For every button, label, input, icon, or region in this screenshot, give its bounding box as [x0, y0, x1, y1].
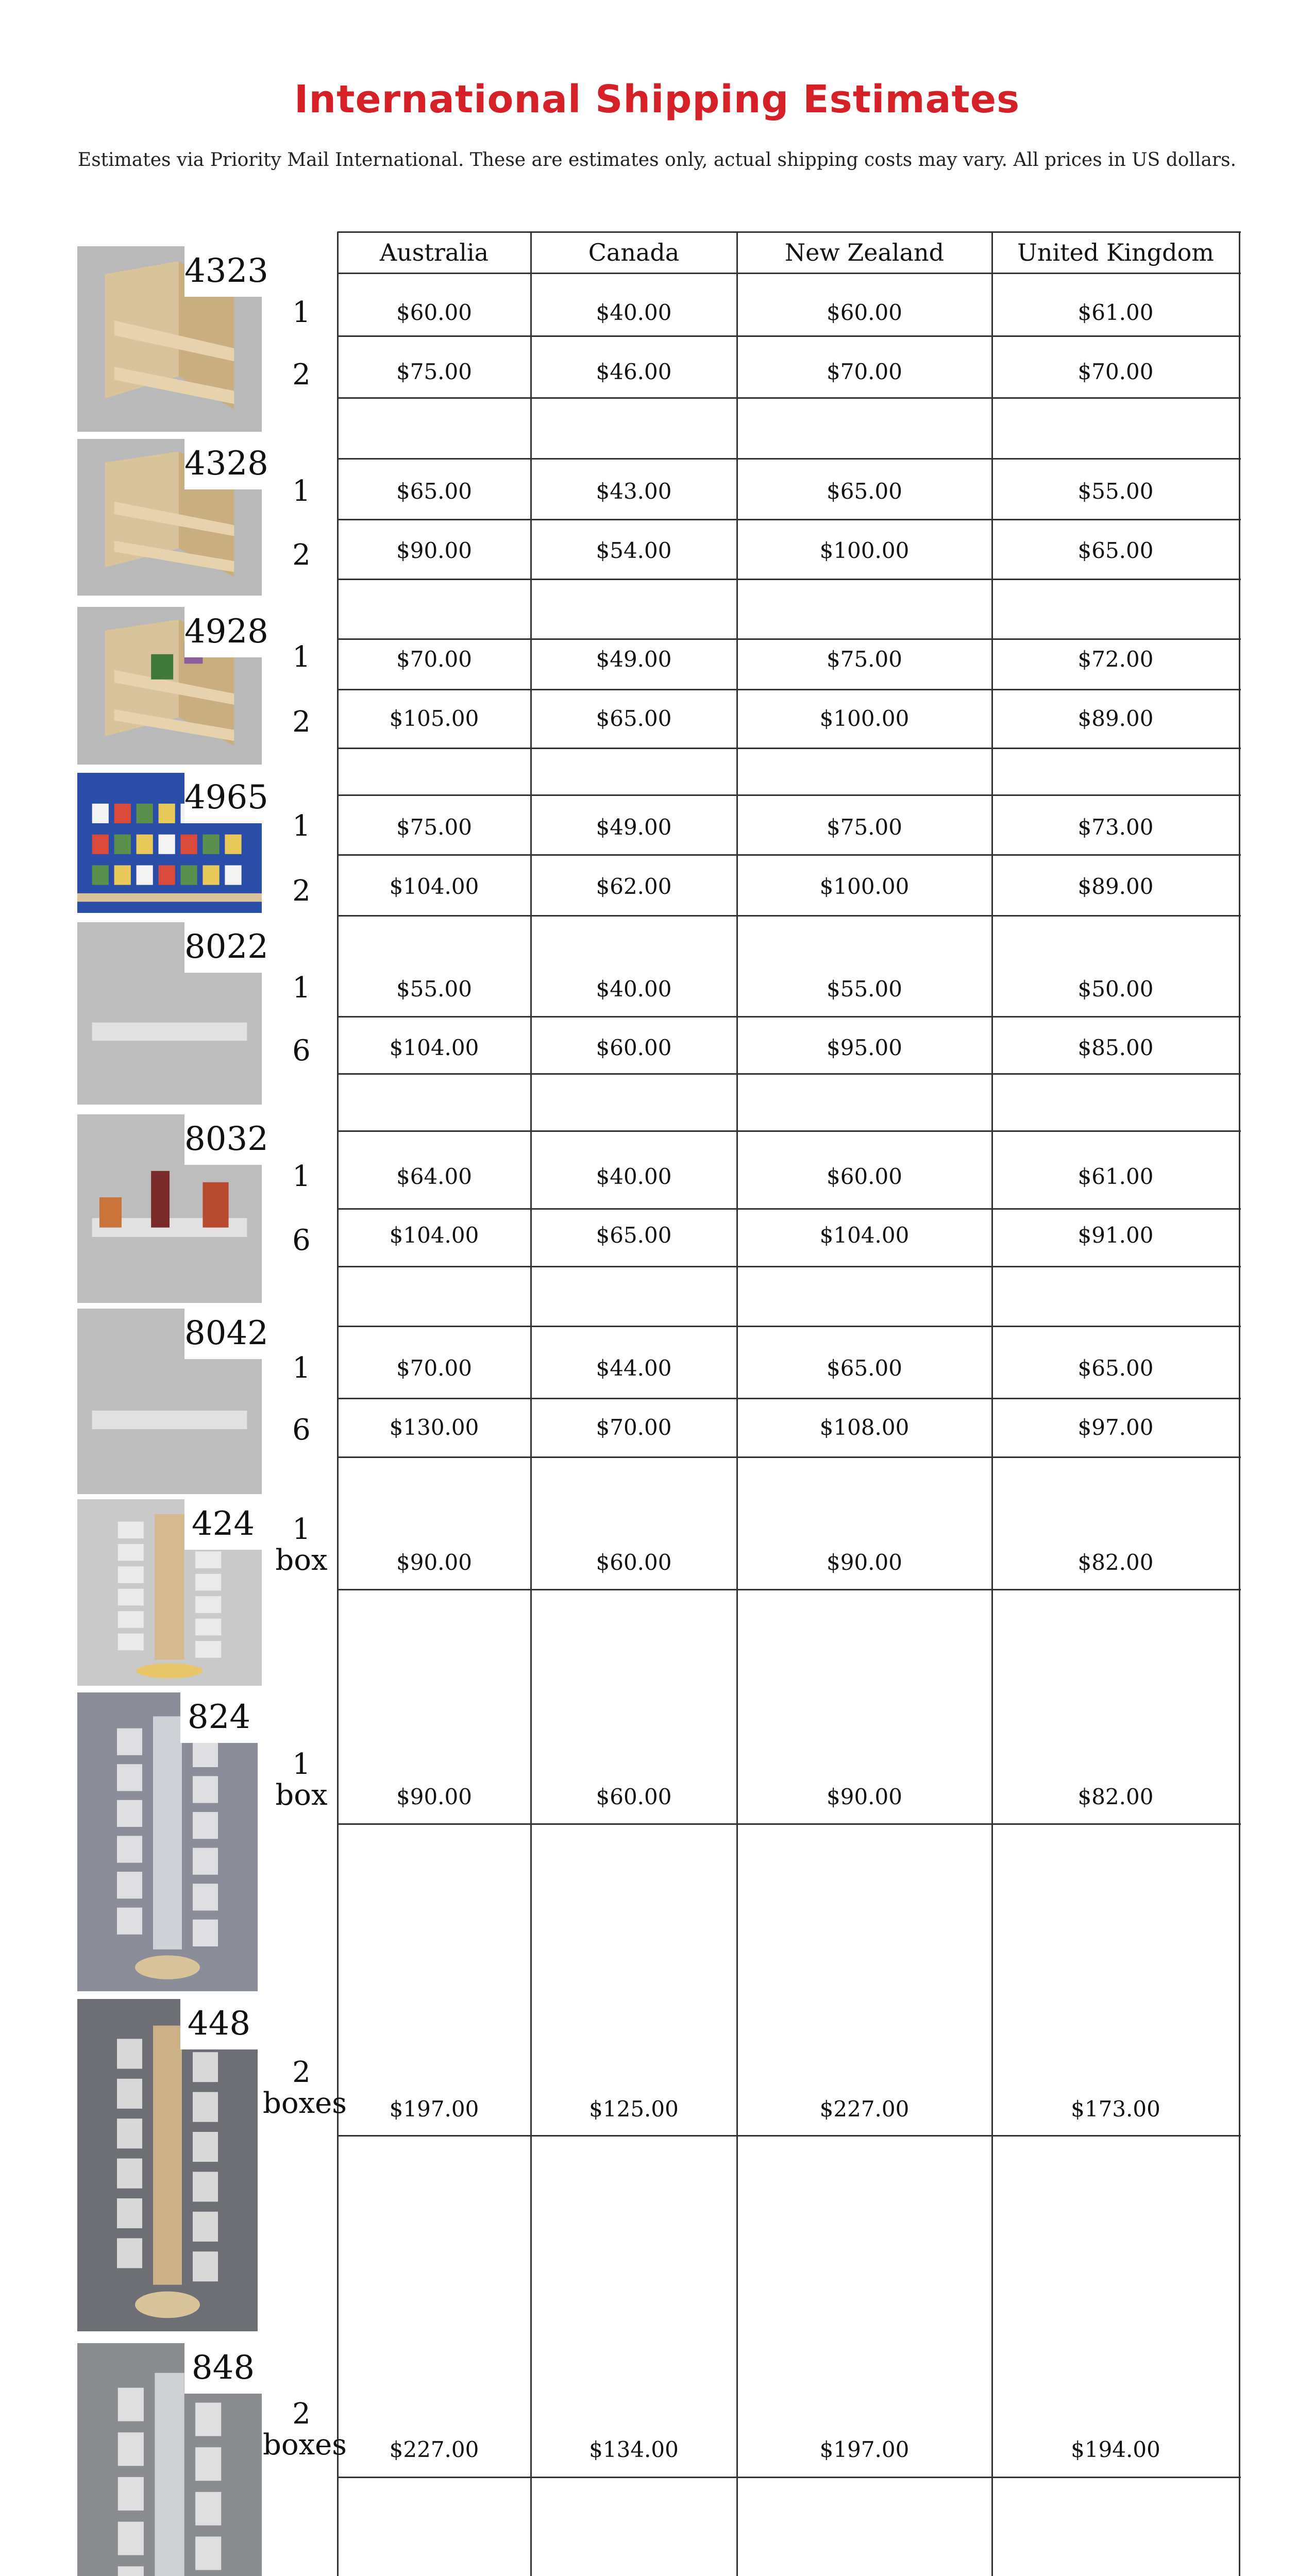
quantity-unit: box [275, 1778, 328, 1812]
table-row-line [338, 335, 1241, 337]
table-row-line [338, 1456, 1241, 1458]
quantity-label: 6 [292, 1413, 311, 1447]
price-cell: $90.00 [396, 1550, 472, 1575]
price-cell: $82.00 [1077, 1550, 1154, 1575]
quantity-label: 1 [292, 296, 311, 329]
price-cell: $60.00 [596, 1784, 672, 1809]
quantity-label: 2 [292, 874, 311, 908]
price-cell: $90.00 [827, 1550, 902, 1575]
price-cell: $89.00 [1077, 706, 1154, 731]
table-row-line [338, 1208, 1241, 1210]
table-row-line [338, 1589, 1241, 1590]
price-cell: $64.00 [396, 1164, 472, 1189]
price-cell: $75.00 [827, 815, 902, 840]
price-cell: $40.00 [596, 1164, 672, 1189]
quantity-unit: boxes [263, 2087, 347, 2120]
price-cell: $97.00 [1077, 1415, 1154, 1440]
quantity-label: 1 [292, 474, 311, 508]
price-cell: $60.00 [396, 300, 472, 325]
table-column-line [337, 232, 339, 2576]
price-cell: $100.00 [819, 874, 909, 899]
column-header: Australia [379, 239, 489, 266]
price-cell: $90.00 [827, 1784, 902, 1809]
price-cell: $49.00 [596, 647, 672, 672]
quantity-count: 2 [292, 2397, 311, 2431]
price-cell: $104.00 [819, 1223, 909, 1248]
price-cell: $44.00 [596, 1355, 672, 1381]
table-column-line [1239, 232, 1240, 2576]
price-cell: $70.00 [827, 359, 902, 384]
table-row-line [338, 689, 1241, 690]
table-row-line [338, 1073, 1241, 1075]
price-cell: $60.00 [827, 1164, 902, 1189]
product-model-number: 8042 [184, 1308, 262, 1359]
price-cell: $75.00 [396, 815, 472, 840]
price-cell: $60.00 [596, 1035, 672, 1060]
price-cell: $82.00 [1077, 1784, 1154, 1809]
price-cell: $55.00 [396, 976, 472, 1002]
price-cell: $70.00 [596, 1415, 672, 1440]
price-cell: $90.00 [396, 538, 472, 563]
table-row-line [338, 1266, 1241, 1267]
price-cell: $65.00 [827, 479, 902, 504]
quantity-count: 2 [292, 2056, 311, 2089]
price-cell: $197.00 [389, 2096, 479, 2122]
quantity-label: 1 [292, 1160, 311, 1193]
quantity-label: 6 [292, 1034, 311, 1067]
page-title: International Shipping Estimates [294, 77, 1020, 122]
price-cell: $60.00 [827, 300, 902, 325]
price-cell: $43.00 [596, 479, 672, 504]
price-cell: $61.00 [1077, 1164, 1154, 1189]
table-row-line [338, 2477, 1241, 2478]
quantity-label: 1 [292, 809, 311, 843]
table-row-line [338, 638, 1241, 640]
quantity-label: 1 [292, 640, 311, 674]
page-subtitle: Estimates via Priority Mail International. These are estimates only, actual shipping costs may vary. All prices in US dollars. [77, 149, 1237, 171]
table-row-line [338, 458, 1241, 460]
price-cell: $91.00 [1077, 1223, 1154, 1248]
quantity-unit: box [275, 1544, 328, 1577]
price-cell: $49.00 [596, 815, 672, 840]
quantity-label: 6 [292, 1224, 311, 1257]
price-cell: $104.00 [389, 874, 479, 899]
price-cell: $89.00 [1077, 874, 1154, 899]
price-cell: $65.00 [827, 1355, 902, 1381]
table-column-line [530, 232, 532, 2576]
price-cell: $73.00 [1077, 815, 1154, 840]
price-cell: $104.00 [389, 1223, 479, 1248]
product-model-number: 4965 [184, 772, 262, 823]
price-cell: $75.00 [827, 647, 902, 672]
column-header: United Kingdom [1017, 239, 1214, 266]
table-row-line [338, 397, 1241, 399]
table-row-line [338, 1823, 1241, 1825]
table-row-line [338, 2135, 1241, 2137]
product-model-number: 424 [184, 1498, 262, 1550]
price-cell: $90.00 [396, 1784, 472, 1809]
price-cell: $65.00 [596, 1223, 672, 1248]
product-model-number: 4328 [184, 438, 262, 489]
price-cell: $55.00 [1077, 479, 1154, 504]
price-cell: $130.00 [389, 1415, 479, 1440]
price-cell: $125.00 [589, 2096, 679, 2122]
table-row-line [338, 794, 1241, 796]
price-cell: $104.00 [389, 1035, 479, 1060]
price-cell: $227.00 [819, 2096, 909, 2122]
price-cell: $65.00 [596, 706, 672, 731]
table-row-line [338, 519, 1241, 520]
product-model-number: 824 [180, 1691, 258, 1743]
price-cell: $60.00 [596, 1550, 672, 1575]
quantity-label: 1 [292, 971, 311, 1005]
price-cell: $65.00 [396, 479, 472, 504]
price-cell: $70.00 [396, 647, 472, 672]
price-cell: $100.00 [819, 706, 909, 731]
quantity-count: 1 [292, 1513, 311, 1546]
price-cell: $65.00 [1077, 1355, 1154, 1381]
table-column-line [736, 232, 738, 2576]
price-cell: $108.00 [819, 1415, 909, 1440]
price-cell: $134.00 [589, 2437, 679, 2462]
price-cell: $227.00 [389, 2437, 479, 2462]
table-column-line [991, 232, 993, 2576]
quantity-label: 1 [292, 1351, 311, 1385]
price-cell: $105.00 [389, 706, 479, 731]
product-model-number: 4323 [184, 245, 262, 297]
price-cell: $70.00 [396, 1355, 472, 1381]
column-header: Canada [588, 239, 680, 266]
table-row-line [338, 915, 1241, 917]
product-model-number: 448 [180, 1998, 258, 2049]
price-cell: $100.00 [819, 538, 909, 563]
table-row-line [338, 1398, 1241, 1399]
price-cell: $50.00 [1077, 976, 1154, 1002]
price-cell: $54.00 [596, 538, 672, 563]
product-model-number: 8022 [184, 921, 262, 973]
price-cell: $95.00 [827, 1035, 902, 1060]
product-model-number: 8032 [184, 1113, 262, 1165]
table-row-line [338, 579, 1241, 580]
price-cell: $72.00 [1077, 647, 1154, 672]
table-row-line [338, 1130, 1241, 1132]
price-cell: $70.00 [1077, 359, 1154, 384]
table-row-line [338, 1016, 1241, 1018]
price-cell: $40.00 [596, 976, 672, 1002]
quantity-count: 1 [292, 1748, 311, 1781]
price-cell: $40.00 [596, 300, 672, 325]
quantity-unit: boxes [263, 2428, 347, 2462]
table-row-line [338, 1326, 1241, 1327]
product-model-number: 4928 [184, 606, 262, 657]
quantity-label: 2 [292, 538, 311, 572]
table-row-line [338, 748, 1241, 749]
price-cell: $55.00 [827, 976, 902, 1002]
product-model-number: 848 [184, 2342, 262, 2394]
price-cell: $61.00 [1077, 300, 1154, 325]
price-cell: $65.00 [1077, 538, 1154, 563]
price-cell: $197.00 [819, 2437, 909, 2462]
quantity-label: 2 [292, 705, 311, 739]
price-cell: $46.00 [596, 359, 672, 384]
table-row-line [338, 854, 1241, 856]
quantity-label: 2 [292, 358, 311, 392]
price-cell: $173.00 [1071, 2096, 1160, 2122]
column-header: New Zealand [784, 239, 945, 266]
price-cell: $62.00 [596, 874, 672, 899]
price-cell: $194.00 [1071, 2437, 1160, 2462]
price-cell: $85.00 [1077, 1035, 1154, 1060]
price-cell: $75.00 [396, 359, 472, 384]
